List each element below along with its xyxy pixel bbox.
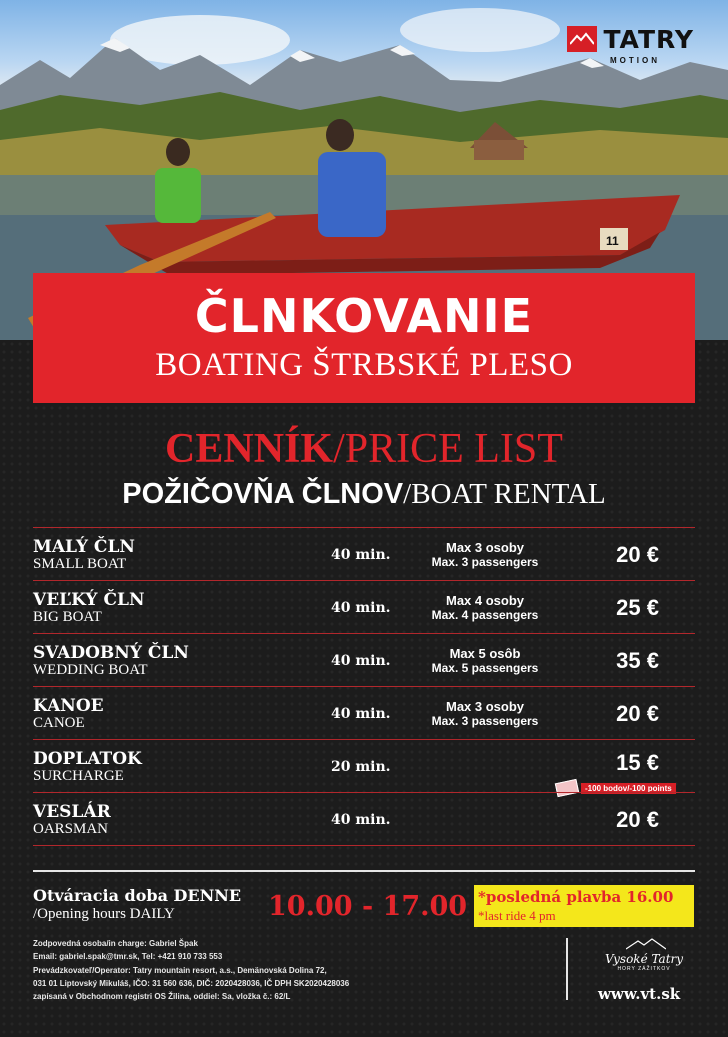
- row-price: 25 €: [616, 595, 659, 620]
- logo-sub: MOTION: [610, 56, 660, 65]
- boat-rental-en: BOAT RENTAL: [411, 478, 606, 510]
- last-ride-en: *last ride 4 pm: [478, 908, 556, 923]
- row-name-en: CANOE: [33, 715, 85, 731]
- row-price: 15 €: [616, 750, 659, 775]
- website-link[interactable]: www.vt.sk: [598, 985, 681, 1003]
- row-price: 20 €: [616, 701, 659, 726]
- row-duration: 40 min.: [331, 812, 391, 828]
- table-row: [33, 739, 695, 792]
- row-passengers: Max 5 osôb Max. 5 passengers: [431, 646, 539, 675]
- footer-line: 031 01 Liptovský Mikuláš, IČO: 31 560 636, DIČ: 2020428036, IČ DPH SK2020428036: [33, 978, 350, 988]
- row-duration: 40 min.: [331, 653, 391, 669]
- table-row: [33, 580, 695, 633]
- table-row: [33, 633, 695, 686]
- footer-line: zapísaná v Obchodnom registri OS Žilina, oddiel: Sa, vložka č.: 62/L: [33, 992, 291, 1002]
- boat-rental-heading: [0, 476, 728, 512]
- price-list-heading: [0, 424, 728, 474]
- row-price: 35 €: [616, 648, 659, 673]
- vertical-divider: [566, 938, 568, 1000]
- row-name-sk: VEĽKÝ ČLN: [33, 590, 145, 610]
- boat-rental-sk: POŽIČOVŇA ČLNOV: [122, 478, 404, 510]
- opening-hours-sk: Otváracia doba DENNE: [33, 886, 242, 905]
- row-duration: 40 min.: [331, 600, 391, 616]
- row-price: 20 €: [616, 542, 659, 567]
- footer-info: [33, 937, 553, 1003]
- footer-line: Email: gabriel.spak@tmr.sk, Tel: +421 910 733 553: [33, 952, 223, 962]
- vysoke-tatry-logo: [596, 938, 692, 972]
- row-name-sk: KANOE: [33, 696, 104, 716]
- points-text: -100 bodov/-100 points: [581, 783, 676, 794]
- opening-hours-en: /Opening hours DAILY: [33, 906, 175, 922]
- last-ride-box: [474, 885, 694, 927]
- table-row: [33, 686, 695, 739]
- row-price: 20 €: [616, 807, 659, 832]
- boat-rental-sep: /: [403, 478, 412, 510]
- vt-logo-word: Vysoké Tatry: [604, 952, 684, 966]
- banner-subtitle: BOATING ŠTRBSKÉ PLESO: [155, 347, 573, 383]
- row-name-sk: MALÝ ČLN: [33, 537, 135, 557]
- banner-title: ČLNKOVANIE: [194, 289, 534, 343]
- price-list-sep: /: [333, 426, 345, 472]
- row-passengers: Max 3 osoby Max. 3 passengers: [431, 699, 539, 728]
- footer-line: Prevádzkovateľ/Operator: Tatry mountain resort, a.s., Demänovská Dolina 72,: [33, 965, 327, 975]
- row-duration: 40 min.: [331, 706, 391, 722]
- table-row: [33, 527, 695, 580]
- row-duration: 20 min.: [331, 759, 391, 775]
- table-row: [33, 792, 695, 846]
- vt-logo-sub: HORY ZÁŽITKOV: [617, 966, 671, 972]
- price-table: [33, 527, 695, 846]
- footer-line: Zodpovedná osoba/in charge: Gabriel Špak: [33, 939, 198, 948]
- row-name-en: WEDDING BOAT: [33, 662, 148, 678]
- row-name-sk: SVADOBNÝ ČLN: [33, 643, 189, 663]
- boat-number: 11: [606, 234, 619, 248]
- price-list-sk: CENNÍK: [165, 426, 334, 472]
- last-ride-sk: *posledná plavba 16.00: [478, 888, 674, 906]
- tatry-motion-logo: [567, 26, 694, 52]
- opening-hours-time: 10.00 - 17.00: [268, 891, 468, 922]
- mountain-icon: [567, 26, 597, 52]
- mountain-outline-icon: [626, 938, 666, 950]
- row-name-en: OARSMAN: [33, 821, 109, 837]
- row-passengers: Max 3 osoby Max. 3 passengers: [431, 540, 539, 569]
- divider: [33, 870, 695, 872]
- row-name-en: BIG BOAT: [33, 609, 102, 625]
- row-name-sk: DOPLATOK: [33, 749, 142, 769]
- row-duration: 40 min.: [331, 547, 391, 563]
- row-passengers: Max 4 osoby Max. 4 passengers: [431, 593, 539, 622]
- row-name-en: SMALL BOAT: [33, 556, 127, 572]
- title-banner: [33, 273, 695, 403]
- price-list-en: PRICE LIST: [344, 426, 563, 472]
- logo-word: TATRY: [603, 24, 694, 54]
- row-name-sk: VESLÁR: [33, 802, 111, 822]
- row-name-en: SURCHARGE: [33, 768, 124, 784]
